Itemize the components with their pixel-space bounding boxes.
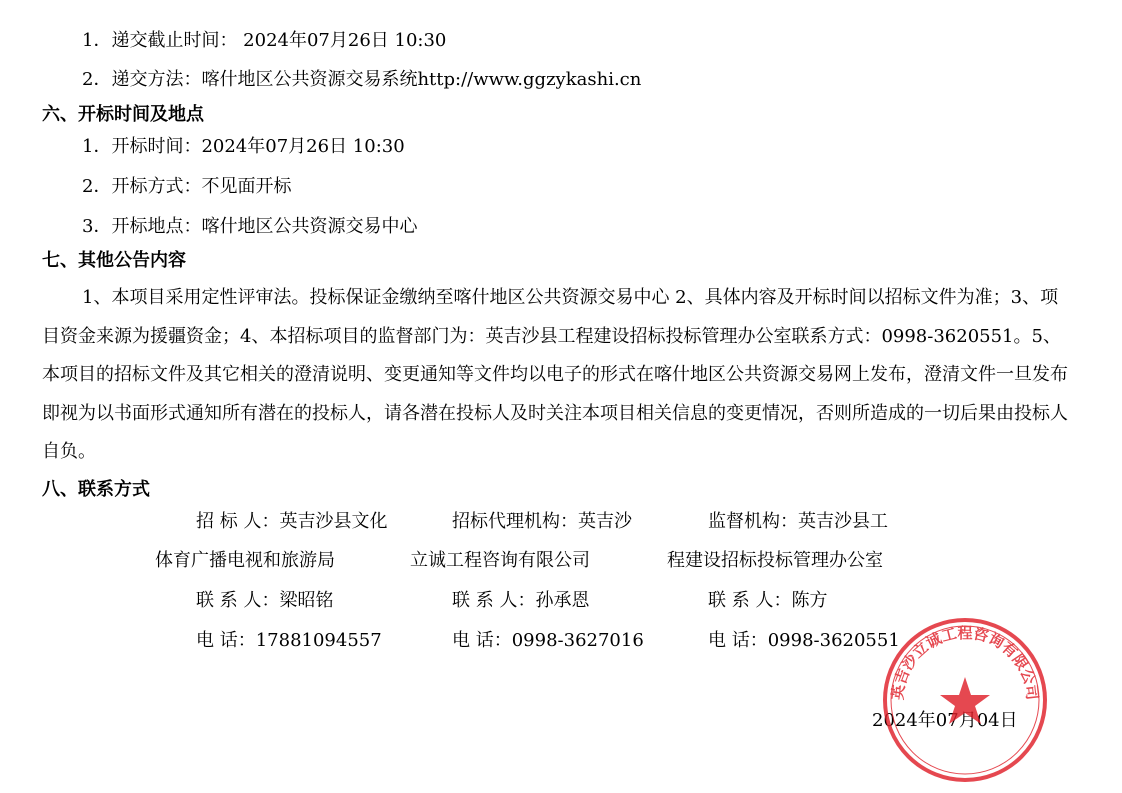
agency-line1: 招标代理机构：英吉沙 bbox=[452, 511, 632, 532]
opening-location: 3．开标地点：喀什地区公共资源交易中心 bbox=[82, 216, 418, 237]
section7-paragraph bbox=[42, 279, 1072, 472]
section8-heading: 八、联系方式 bbox=[42, 479, 150, 500]
section6-heading: 六、开标时间及地点 bbox=[42, 104, 204, 125]
agency-phone: 电 话：0998-3627016 bbox=[452, 630, 644, 651]
opening-method: 2．开标方式：不见面开标 bbox=[82, 176, 292, 197]
tenderer-phone: 电 话：17881094557 bbox=[196, 630, 382, 651]
opening-time: 1．开标时间：2024年07月26日 10:30 bbox=[82, 136, 405, 157]
supervisor-contact: 联 系 人：陈方 bbox=[708, 590, 828, 611]
submission-method: 2．递交方法：喀什地区公共资源交易系统http://www.ggzykashi.cn bbox=[82, 69, 642, 90]
document-date: 2024年07月04日 bbox=[872, 710, 1018, 731]
seal-text: 英吉沙立诚工程咨询有限公司 bbox=[888, 623, 1042, 701]
tenderer-line2: 体育广播电视和旅游局 bbox=[155, 550, 335, 571]
supervisor-phone: 电 话：0998-3620551 bbox=[708, 630, 900, 651]
tenderer-contact: 联 系 人：梁昭铭 bbox=[196, 590, 334, 611]
company-seal-icon bbox=[880, 615, 1050, 785]
supervisor-line1: 监督机构：英吉沙县工 bbox=[708, 511, 888, 532]
supervisor-line2: 程建设招标投标管理办公室 bbox=[667, 550, 883, 571]
tenderer-line1: 招 标 人：英吉沙县文化 bbox=[196, 511, 388, 532]
submission-deadline: 1．递交截止时间： 2024年07月26日 10:30 bbox=[82, 30, 447, 51]
section7-text: 1、本项目采用定性评审法。投标保证金缴纳至喀什地区公共资源交易中心 2、具体内容及开标时间以招标文件为准；3、项目资金来源为援疆资金；4、本招标项目的监督部门为：英吉沙县工程建设招标投标管理办公室联系方式：0998-3620551。5、本项目的招标文件及其它相关的澄清说明、变更通知等文件均以电子的形式在喀什地区公共资源交易网上发布，澄清文件一旦发布即视为以书面形式通知所有潜在的投标人，请各潜在投标人及时关注本项目相关信息的变更情况，否则所造成的一切后果由投标人自负。 bbox=[42, 287, 1068, 462]
section7-heading: 七、其他公告内容 bbox=[42, 250, 186, 271]
agency-line2: 立诚工程咨询有限公司 bbox=[410, 550, 590, 571]
agency-contact: 联 系 人：孙承恩 bbox=[452, 590, 590, 611]
